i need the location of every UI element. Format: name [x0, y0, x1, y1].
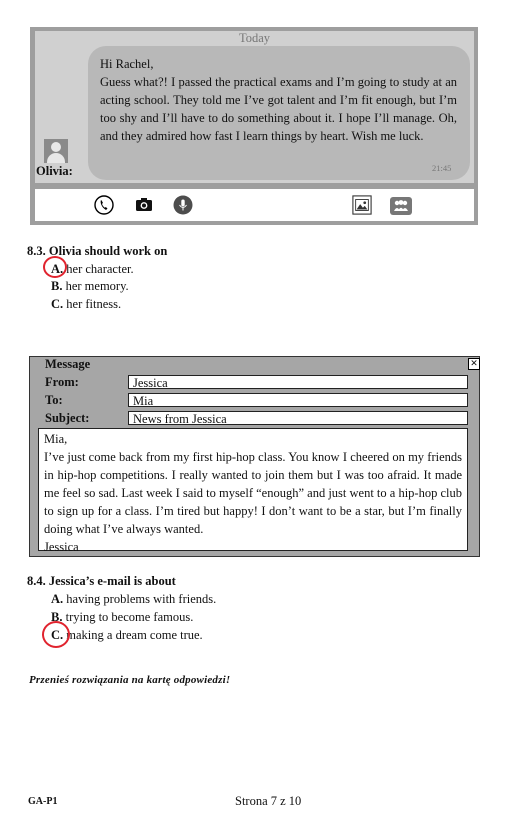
- email-window-title: Message: [45, 357, 91, 371]
- message-body: Guess what?! I passed the practical exams and I’m going to study at an acting school. They told me I’ve got talent and I’m fit enough, but I’m too shy and I’ll have to do something about it. I hope I’ll manage. Oh, and they admired how fast I learn things by heart. Wish me luck.: [100, 75, 457, 143]
- q83-option-b[interactable]: B. her memory.: [51, 279, 129, 293]
- image-icon[interactable]: [352, 195, 372, 215]
- q83-option-a[interactable]: A. her character.: [51, 262, 134, 276]
- email-text: I’ve just come back from my first hip-hop class. You know I cheered on my friends in hip-hop competitions. I really wanted to join them but I was too afraid. It made me feel so sad. Last week I said to myself “enough” and just went to a hip-hop club to sign up for a class. I’m tired but happy! I don’t want to be a star, but I’m finally doing what I’ve always wanted.: [44, 450, 462, 536]
- email-signature: Jessica: [44, 540, 79, 554]
- microphone-icon[interactable]: [173, 195, 193, 215]
- exam-code: GA-P1: [28, 796, 58, 807]
- email-body[interactable]: [38, 428, 468, 554]
- answer-circle-mark: [42, 621, 70, 648]
- q84-option-b[interactable]: B. trying to become famous.: [51, 610, 194, 624]
- transfer-instruction: Przenieś rozwiązania na kartę odpowiedzi!: [29, 674, 231, 686]
- q84-option-c[interactable]: C. making a dream come true.: [51, 628, 203, 642]
- answer-circle-mark: [43, 256, 67, 278]
- group-icon[interactable]: [390, 196, 412, 216]
- close-icon[interactable]: ✕: [468, 358, 480, 370]
- question-8-4-stem: 8.4. Jessica’s e-mail is about: [27, 574, 176, 588]
- to-label: To:: [45, 393, 63, 407]
- chat-date-label: Today: [238, 31, 271, 45]
- message-greeting: Hi Rachel,: [100, 57, 154, 71]
- camera-icon[interactable]: [134, 195, 154, 215]
- q84-option-a[interactable]: A. having problems with friends.: [51, 592, 217, 606]
- subject-label: Subject:: [45, 411, 90, 425]
- avatar: [44, 139, 68, 163]
- message-time: 21:45: [432, 163, 452, 173]
- subject-field[interactable]: News from Jessica: [128, 411, 468, 425]
- email-salutation: Mia,: [44, 432, 68, 446]
- from-field[interactable]: Jessica: [128, 375, 468, 389]
- sender-name: Olivia:: [36, 164, 73, 178]
- q83-option-c[interactable]: C. her fitness.: [51, 297, 122, 311]
- to-field[interactable]: Mia: [128, 393, 468, 407]
- message-text: [100, 55, 457, 145]
- phone-icon[interactable]: [94, 195, 114, 215]
- page-number: Strona 7 z 10: [235, 794, 302, 808]
- question-8-3-stem: 8.3. Olivia should work on: [27, 244, 168, 258]
- from-label: From:: [45, 375, 79, 389]
